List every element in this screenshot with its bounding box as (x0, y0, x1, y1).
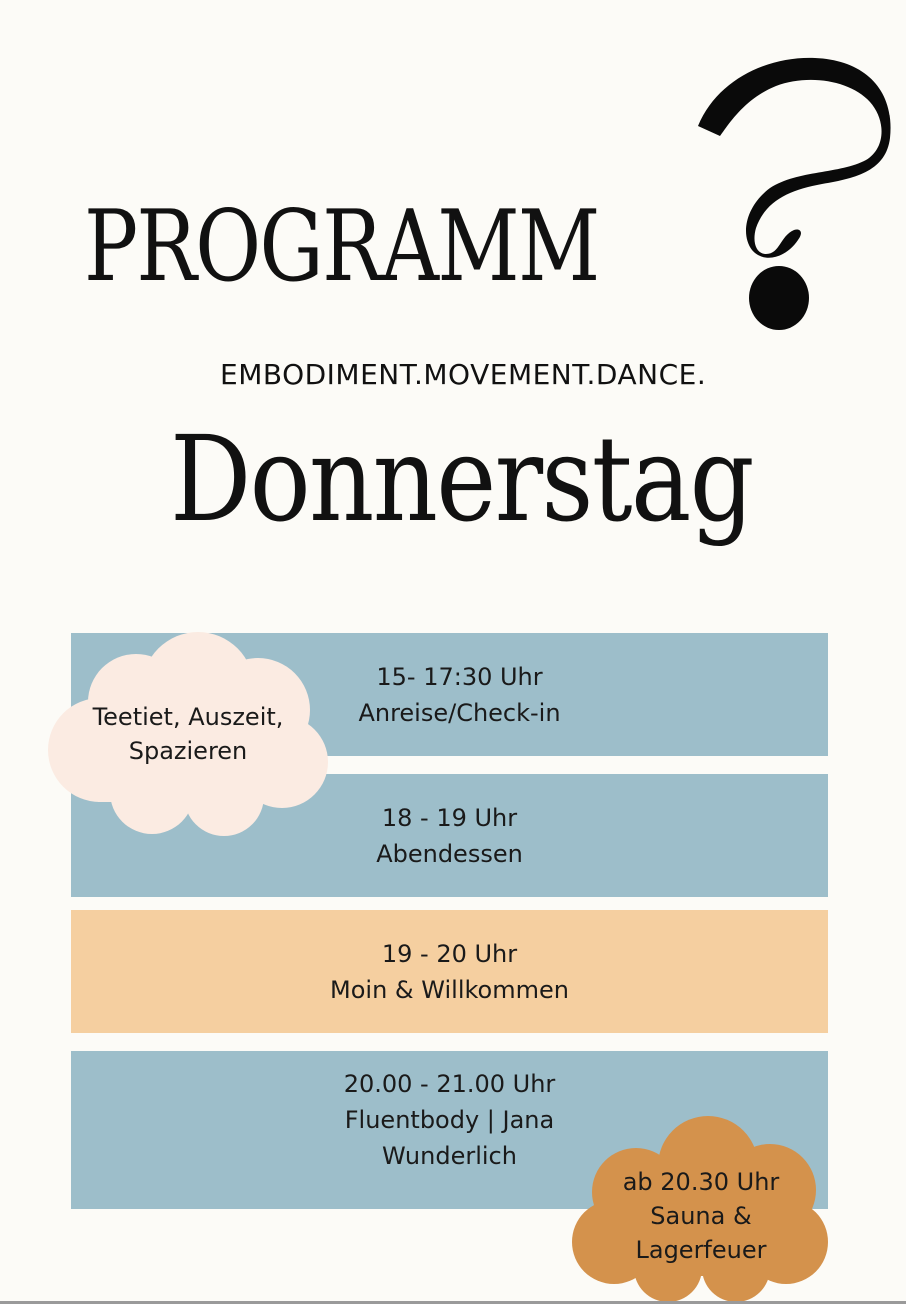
slot-time: 15- 17:30 Uhr (376, 662, 543, 691)
cloud-left-line2: Spazieren (128, 737, 248, 765)
question-mark-icon (690, 50, 900, 340)
cloud-right-line2: Sauna & (650, 1202, 752, 1230)
slot-activity: Anreise/Check-in (358, 698, 561, 727)
cloud-left-line1: Teetiet, Auszeit, (92, 703, 284, 731)
cloud-note-right (572, 1116, 830, 1302)
cloud-right-line3: Lagerfeuer (635, 1236, 767, 1264)
slot-time: 19 - 20 Uhr (381, 939, 518, 968)
cloud-right-line1: ab 20.30 Uhr (622, 1168, 780, 1196)
slot-time: 18 - 19 Uhr (381, 803, 518, 832)
tagline: EMBODIMENT.MOVEMENT.DANCE. (220, 358, 707, 391)
page-title: PROGRAMM (84, 190, 599, 304)
slot-activity-cont: Wunderlich (382, 1142, 517, 1170)
cloud-note-left (48, 632, 328, 836)
slot-activity: Abendessen (376, 839, 523, 868)
slot-time: 20.00 - 21.00 Uhr (343, 1070, 556, 1098)
slot-activity: Fluentbody | Jana (344, 1106, 555, 1134)
slot-activity: Moin & Willkommen (330, 975, 569, 1004)
day-heading: Donnerstag (170, 410, 753, 548)
schedule-slot-welcome (71, 910, 828, 1033)
